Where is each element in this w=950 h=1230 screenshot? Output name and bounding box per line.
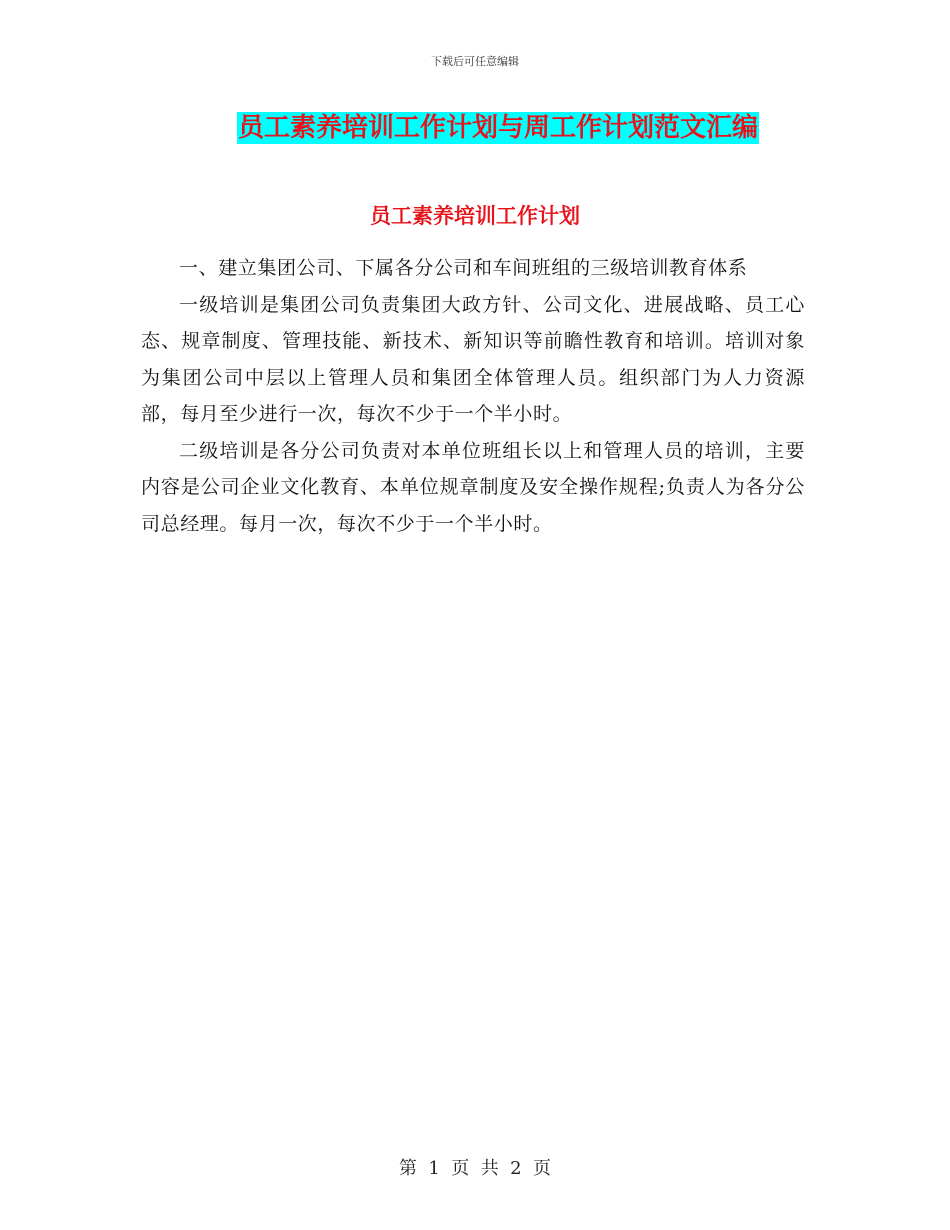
document-title-container — [0, 112, 950, 144]
document-body — [141, 250, 805, 542]
paragraph-1: 一、建立集团公司、下属各分公司和车间班组的三级培训教育体系 — [179, 257, 748, 279]
paragraph-2: 一级培训是集团公司负责集团大政方针、公司文化、进展战略、员工心态、规章制度、管理技能、新技术、新知识等前瞻性教育和培训。培训对象为集团公司中层以上管理人员和集团全体管理人员。组织部门为人力资源部，每月至少进行一次，每次不少于一个半小时。 — [141, 293, 805, 425]
document-title: 员工素养培训工作计划与周工作计划范文汇编 — [237, 113, 758, 143]
section-title: 员工素养培训工作计划 — [370, 204, 580, 228]
paragraph-3: 二级培训是各分公司负责对本单位班组长以上和管理人员的培训，主要内容是公司企业文化教育、本单位规章制度及安全操作规程;负责人为各分公司总经理。每月一次，每次不少于一个半小时。 — [141, 439, 805, 535]
header-note: 下载后可任意编辑 — [431, 55, 519, 68]
page-number-footer: 第 1 页 共 2 页 — [398, 1158, 552, 1179]
